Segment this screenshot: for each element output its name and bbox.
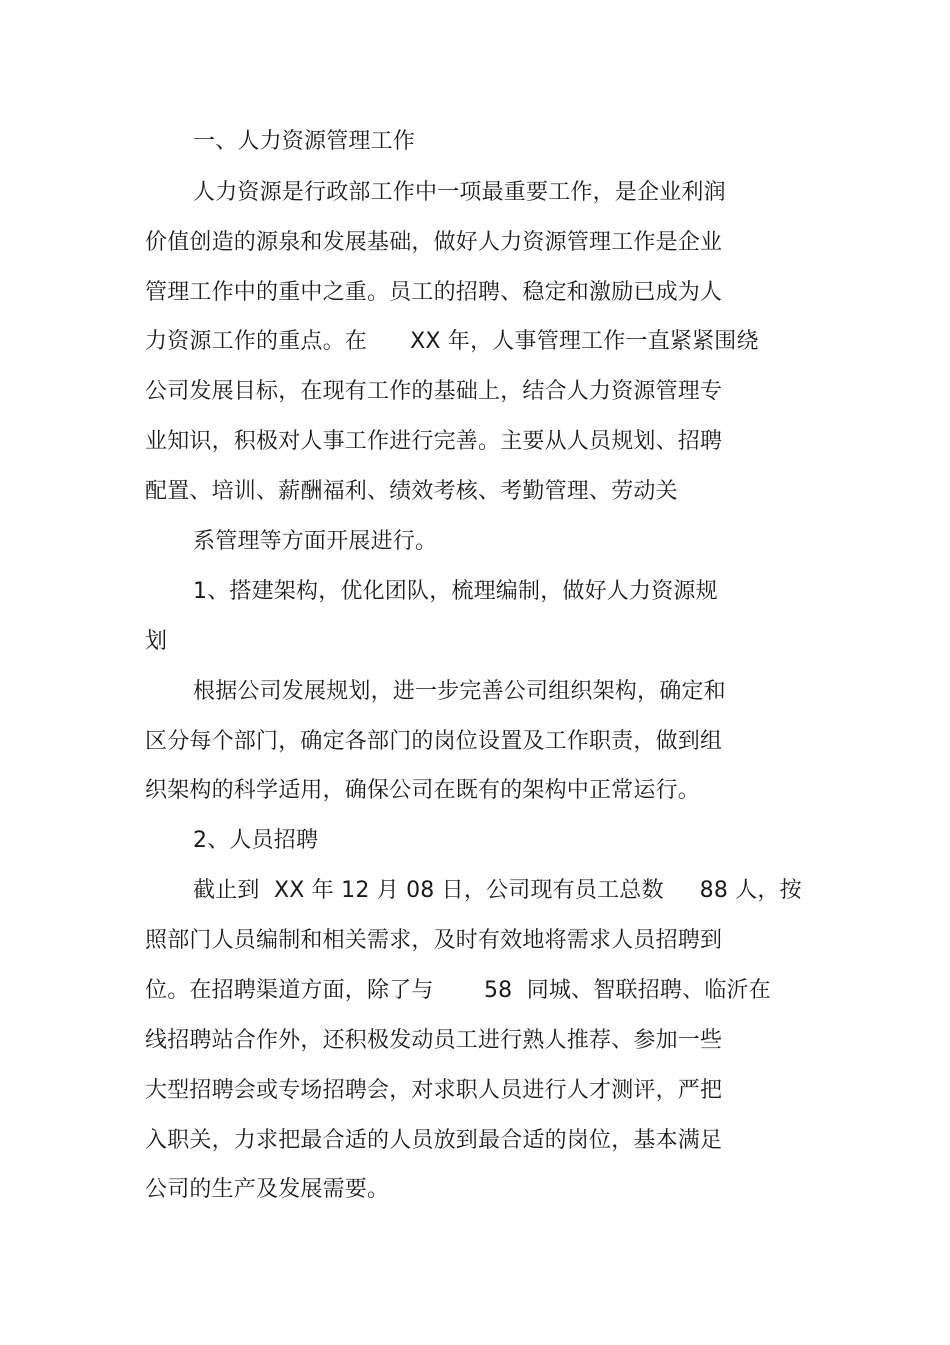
paragraph-line: 照部门人员编制和相关需求，及时有效地将需求人员招聘到 [145,928,723,953]
paragraph-line: 力资源工作的重点。在 XX 年，人事管理工作一直紧紧围绕 [145,329,759,354]
paragraph-line: 业知识，积极对人事工作进行完善。主要从人员规划、招聘 [145,429,723,454]
paragraph-line: 公司发展目标，在现有工作的基础上，结合人力资源管理专 [145,379,723,404]
paragraph-line: 根据公司发展规划，进一步完善公司组织架构，确定和 [193,679,726,704]
paragraph-line: 管理工作中的重中之重。员工的招聘、稳定和激励已成为人 [145,280,723,305]
subsection-heading: 划 [145,629,168,654]
paragraph-line: 区分每个部门，确定各部门的岗位设置及工作职责，做到组 [145,729,723,754]
paragraph-line: 截止到 XX 年 12 月 08 日，公司现有员工总数 88 人，按 [193,878,802,903]
paragraph-line: 配置、培训、薪酬福利、绩效考核、考勤管理、劳动关 [145,479,678,504]
paragraph-line: 入职关，力求把最合适的人员放到最合适的岗位，基本满足 [145,1128,723,1153]
paragraph-line: 价值创造的源泉和发展基础，做好人力资源管理工作是企业 [145,230,723,255]
section-heading: 一、人力资源管理工作 [193,129,416,154]
paragraph-line: 公司的生产及发展需要。 [145,1177,390,1202]
paragraph-line: 人力资源是行政部工作中一项最重要工作，是企业利润 [193,180,726,205]
subsection-heading: 2、人员招聘 [193,828,319,853]
paragraph-line: 线招聘站合作外，还积极发动员工进行熟人推荐、参加一些 [145,1028,723,1053]
paragraph-line: 大型招聘会或专场招聘会，对求职人员进行人才测评，严把 [145,1078,723,1103]
subsection-heading: 1、搭建架构，优化团队，梳理编制，做好人力资源规 [193,579,718,604]
paragraph-line: 系管理等方面开展进行。 [193,529,438,554]
paragraph-line: 织架构的科学适用，确保公司在既有的架构中正常运行。 [145,778,701,803]
paragraph-line: 位。在招聘渠道方面，除了与 58 同城、智联招聘、临沂在 [145,978,771,1003]
